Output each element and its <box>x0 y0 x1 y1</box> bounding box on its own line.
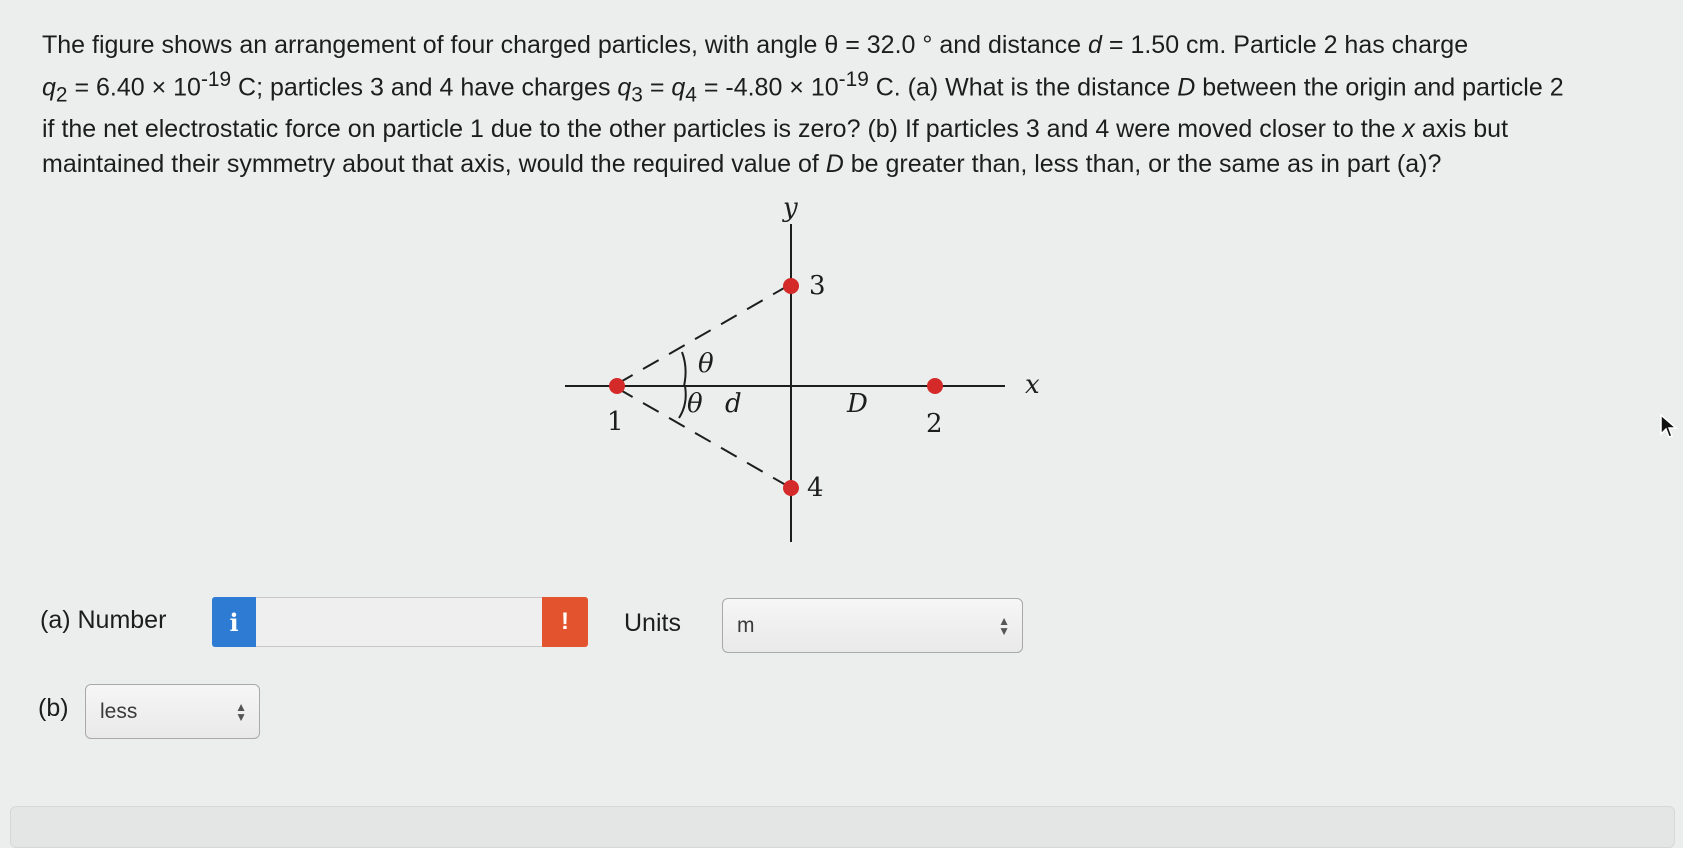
particle-3 <box>783 278 799 294</box>
units-select[interactable] <box>722 598 1023 653</box>
warning-icon: ! <box>561 608 569 635</box>
q2-end: C; particles 3 and 4 have charges <box>231 72 618 101</box>
q34-value: = -4.80 × 10 <box>696 72 839 101</box>
problem-line1: The figure shows an arrangement of four charged particles, with angle θ = 32.0 ° and distance <box>42 31 1089 59</box>
particle-4 <box>783 480 799 496</box>
q34-exponent: -19 <box>838 67 869 91</box>
var-x: x <box>1402 115 1415 144</box>
problem-line1-end: = 1.50 cm. Particle 2 has charge <box>1101 31 1469 59</box>
D-label: D <box>847 389 868 419</box>
part-b-label: (b) <box>38 694 69 722</box>
particle-diagram <box>555 190 1055 550</box>
particle-1-label: 1 <box>607 407 624 437</box>
q2-value: = 6.40 × 10 <box>67 72 201 101</box>
x-axis-label: x <box>1025 370 1040 400</box>
q2-exponent: -19 <box>200 67 232 91</box>
d-label: d <box>725 389 742 419</box>
equals-sign: = <box>642 72 672 101</box>
problem-text <box>42 28 1602 181</box>
angle-arc-top <box>682 352 686 386</box>
y-axis-label: y <box>783 193 798 223</box>
part-b-select[interactable] <box>85 684 260 739</box>
particle-2 <box>927 378 943 394</box>
problem-line4: maintained their symmetry about that axis, would the required value of <box>42 149 826 178</box>
q2-symbol: q <box>42 72 56 101</box>
theta-bottom-label: θ <box>687 389 703 419</box>
dashed-line-1-to-4 <box>617 388 791 488</box>
problem-line2-end: between the origin and particle 2 <box>1195 72 1564 101</box>
units-selected-value: m <box>737 613 755 637</box>
angle-arc-bottom <box>679 386 686 418</box>
problem-line3: if the net electrostatic force on particle 1 due to the other particles is zero? (b) If particles 3 and 4 were moved closer to the <box>42 115 1403 144</box>
q4-symbol: q <box>671 72 686 101</box>
q4-subscript: 4 <box>685 82 697 106</box>
part-b-selected-value: less <box>100 699 138 723</box>
q2-subscript: 2 <box>55 82 68 106</box>
select-arrows-icon: ▲ ▼ <box>235 699 247 724</box>
warning-button[interactable] <box>542 597 588 647</box>
theta-top-label: θ <box>698 349 714 379</box>
mouse-cursor-icon <box>1660 414 1678 440</box>
part-a-label: (a) Number <box>40 606 167 634</box>
particle-1 <box>609 378 625 394</box>
var-d: d <box>1088 31 1102 59</box>
select-arrows-icon: ▲ ▼ <box>998 613 1010 638</box>
info-button[interactable] <box>212 597 256 647</box>
part-a-number-input[interactable] <box>256 597 542 647</box>
q3-subscript: 3 <box>631 82 643 106</box>
problem-line3-end: axis but <box>1414 115 1509 144</box>
q3-symbol: q <box>617 72 632 101</box>
var-D: D <box>1177 72 1196 101</box>
info-icon: i <box>229 607 239 637</box>
q34-end: C. (a) What is the distance <box>868 72 1178 101</box>
problem-line4-end: be greater than, less than, or the same as in part (a)? <box>843 149 1442 178</box>
units-label: Units <box>624 609 681 637</box>
particle-2-label: 2 <box>926 409 943 439</box>
next-section-card <box>10 806 1675 848</box>
var-D-2: D <box>825 149 844 178</box>
particle-4-label: 4 <box>807 473 824 503</box>
particle-3-label: 3 <box>809 271 826 301</box>
